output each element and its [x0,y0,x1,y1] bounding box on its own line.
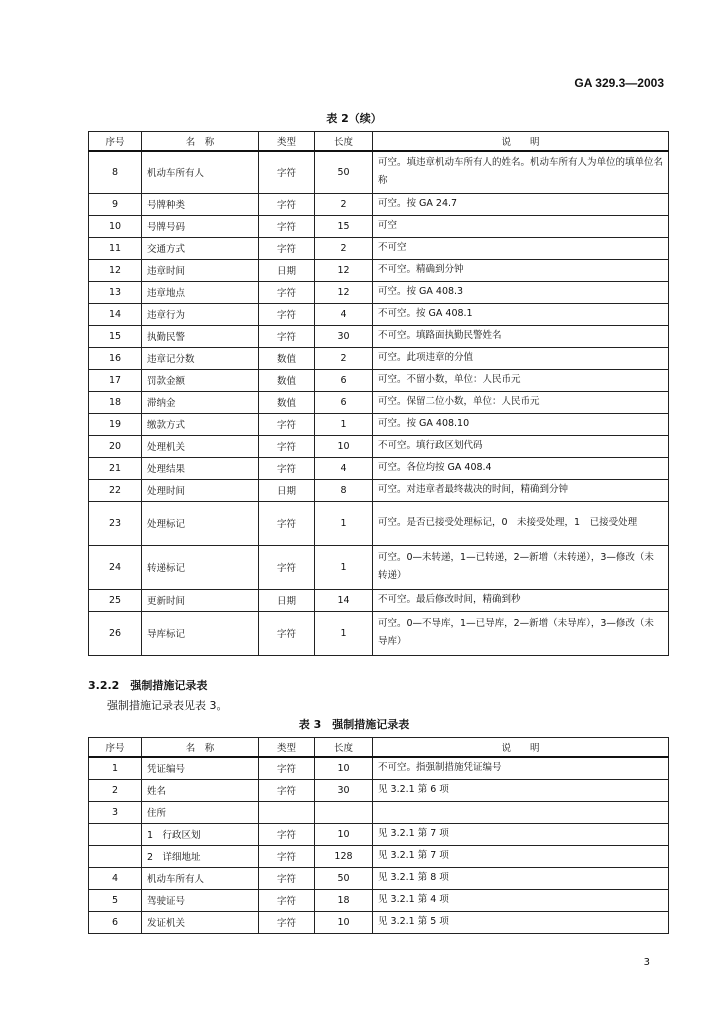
table-row [89,151,669,193]
table-row [89,823,669,845]
cell-length: 10 [315,823,373,845]
table-row [89,413,669,435]
table-row [89,347,669,369]
table-row [89,259,669,281]
cell-description: 不可空 [373,237,669,259]
col-header-type: 类型 [259,132,315,152]
table-row [89,193,669,215]
table-row [89,757,669,779]
cell-length: 30 [315,779,373,801]
cell-name: 违章行为 [142,303,259,325]
cell-type: 日期 [259,259,315,281]
cell-length: 6 [315,391,373,413]
table-row [89,215,669,237]
cell-type: 字符 [259,151,315,193]
cell-length: 18 [315,889,373,911]
table-row [89,435,669,457]
cell-length: 128 [315,845,373,867]
cell-name: 处理标记 [142,501,259,545]
cell-length: 4 [315,303,373,325]
table-2-header-row [89,132,669,152]
cell-type: 字符 [259,237,315,259]
cell-no: 24 [89,545,142,589]
cell-name: 违章时间 [142,259,259,281]
table-row [89,303,669,325]
cell-no: 1 [89,757,142,779]
cell-no: 17 [89,369,142,391]
cell-no: 11 [89,237,142,259]
cell-description: 可空。此项违章的分值 [373,347,669,369]
cell-length: 10 [315,757,373,779]
table-row [89,391,669,413]
table-row [89,501,669,545]
cell-description: 不可空。精确到分钟 [373,259,669,281]
table-row [89,369,669,391]
cell-description: 可空。对违章者最终裁决的时间，精确到分钟 [373,479,669,501]
cell-length: 12 [315,259,373,281]
cell-name: 交通方式 [142,237,259,259]
cell-description: 不可空。填行政区划代码 [373,435,669,457]
cell-description: 可空。是否已接受处理标记，0 未接受处理，1 已接受处理 [373,501,669,545]
section-heading: 3.2.2 强制措施记录表 [88,679,208,692]
cell-description: 可空。填违章机动车所有人的姓名。机动车所有人为单位的填单位名称 [373,151,669,193]
cell-no: 19 [89,413,142,435]
section-body-text: 强制措施记录表见表 3。 [107,699,228,712]
table-row [89,545,669,589]
cell-description: 不可空。填路面执勤民警姓名 [373,325,669,347]
cell-type: 字符 [259,545,315,589]
cell-length: 12 [315,281,373,303]
cell-no: 12 [89,259,142,281]
cell-type: 字符 [259,413,315,435]
cell-name: 违章地点 [142,281,259,303]
cell-length: 8 [315,479,373,501]
cell-name: 导库标记 [142,611,259,655]
cell-length [315,801,373,823]
cell-type: 字符 [259,193,315,215]
table-row [89,889,669,911]
cell-no: 26 [89,611,142,655]
cell-type: 字符 [259,911,315,933]
cell-name: 凭证编号 [142,757,259,779]
cell-description: 可空。按 GA 408.10 [373,413,669,435]
cell-description: 可空。0—不导库，1—已导库，2—新增（未导库），3—修改（未导库） [373,611,669,655]
table-row [89,867,669,889]
cell-description: 可空。0—未转递，1—已转递，2—新增（未转递），3—修改（未转递） [373,545,669,589]
cell-no: 18 [89,391,142,413]
cell-length: 10 [315,435,373,457]
cell-length: 6 [315,369,373,391]
cell-description: 不可空。按 GA 408.1 [373,303,669,325]
cell-description: 不可空。指强制措施凭证编号 [373,757,669,779]
cell-type: 字符 [259,215,315,237]
cell-no: 15 [89,325,142,347]
table-2 [88,131,669,656]
cell-type: 字符 [259,303,315,325]
cell-type: 字符 [259,501,315,545]
cell-no: 14 [89,303,142,325]
cell-type: 数值 [259,391,315,413]
cell-name: 处理机关 [142,435,259,457]
table-3-caption: 表 3 强制措施记录表 [298,718,410,731]
table-row [89,801,669,823]
cell-name: 号牌种类 [142,193,259,215]
cell-name: 住所 [142,801,259,823]
cell-length: 2 [315,193,373,215]
cell-length: 2 [315,237,373,259]
table-row [89,845,669,867]
cell-length: 14 [315,589,373,611]
table-row [89,281,669,303]
cell-description: 见 3.2.1 第 7 项 [373,823,669,845]
table-row [89,589,669,611]
cell-name: 处理结果 [142,457,259,479]
col-header-description: 说 明 [373,132,669,152]
document-code: GA 329.3—2003 [574,76,664,90]
cell-length: 1 [315,501,373,545]
cell-description: 见 3.2.1 第 4 项 [373,889,669,911]
cell-type: 字符 [259,889,315,911]
cell-no: 13 [89,281,142,303]
cell-name: 执勤民警 [142,325,259,347]
cell-description: 不可空。最后修改时间，精确到秒 [373,589,669,611]
cell-no: 20 [89,435,142,457]
cell-name: 更新时间 [142,589,259,611]
cell-no: 6 [89,911,142,933]
col-header-description: 说 明 [373,738,669,758]
cell-no: 22 [89,479,142,501]
cell-type [259,801,315,823]
cell-name: 2 详细地址 [142,845,259,867]
col-header-name: 名 称 [142,738,259,758]
col-header-length: 长度 [315,738,373,758]
cell-name: 发证机关 [142,911,259,933]
cell-type: 字符 [259,823,315,845]
cell-type: 字符 [259,757,315,779]
cell-type: 日期 [259,589,315,611]
cell-type: 字符 [259,845,315,867]
cell-name: 姓名 [142,779,259,801]
cell-name: 处理时间 [142,479,259,501]
col-header-no: 序号 [89,738,142,758]
cell-description: 可空。不留小数，单位：人民币元 [373,369,669,391]
cell-no [89,845,142,867]
cell-type: 数值 [259,369,315,391]
cell-type: 数值 [259,347,315,369]
cell-type: 字符 [259,325,315,347]
cell-description: 可空。保留二位小数，单位：人民币元 [373,391,669,413]
table-row [89,911,669,933]
col-header-type: 类型 [259,738,315,758]
cell-name: 号牌号码 [142,215,259,237]
cell-length: 1 [315,545,373,589]
cell-name: 机动车所有人 [142,151,259,193]
cell-length: 30 [315,325,373,347]
cell-name: 驾驶证号 [142,889,259,911]
cell-type: 字符 [259,281,315,303]
table-row [89,237,669,259]
cell-type: 字符 [259,435,315,457]
table-row [89,325,669,347]
table-row [89,479,669,501]
cell-description: 可空。按 GA 408.3 [373,281,669,303]
col-header-no: 序号 [89,132,142,152]
cell-description: 见 3.2.1 第 6 项 [373,779,669,801]
cell-name: 转递标记 [142,545,259,589]
cell-description: 可空。按 GA 24.7 [373,193,669,215]
cell-name: 违章记分数 [142,347,259,369]
cell-length: 1 [315,413,373,435]
cell-description: 可空。各位均按 GA 408.4 [373,457,669,479]
cell-no [89,823,142,845]
table-3-header-row [89,738,669,758]
cell-type: 日期 [259,479,315,501]
cell-no: 5 [89,889,142,911]
cell-name: 滞纳金 [142,391,259,413]
cell-description [373,801,669,823]
table-row [89,457,669,479]
cell-no: 8 [89,151,142,193]
cell-name: 机动车所有人 [142,867,259,889]
cell-length: 10 [315,911,373,933]
cell-no: 2 [89,779,142,801]
cell-no: 23 [89,501,142,545]
cell-name: 缴款方式 [142,413,259,435]
cell-length: 4 [315,457,373,479]
cell-description: 见 3.2.1 第 7 项 [373,845,669,867]
cell-length: 2 [315,347,373,369]
cell-description: 可空 [373,215,669,237]
cell-length: 50 [315,151,373,193]
cell-no: 3 [89,801,142,823]
cell-length: 15 [315,215,373,237]
cell-length: 1 [315,611,373,655]
table-3 [88,737,669,934]
cell-no: 9 [89,193,142,215]
col-header-name: 名 称 [142,132,259,152]
cell-no: 16 [89,347,142,369]
table-row [89,611,669,655]
cell-no: 21 [89,457,142,479]
cell-no: 25 [89,589,142,611]
table-2-caption: 表 2（续） [326,112,382,125]
cell-name: 罚款金额 [142,369,259,391]
cell-type: 字符 [259,779,315,801]
cell-no: 4 [89,867,142,889]
cell-type: 字符 [259,457,315,479]
cell-length: 50 [315,867,373,889]
cell-type: 字符 [259,611,315,655]
cell-type: 字符 [259,867,315,889]
table-row [89,779,669,801]
col-header-length: 长度 [315,132,373,152]
page-number: 3 [643,957,650,968]
cell-no: 10 [89,215,142,237]
cell-description: 见 3.2.1 第 8 项 [373,867,669,889]
cell-description: 见 3.2.1 第 5 项 [373,911,669,933]
cell-name: 1 行政区划 [142,823,259,845]
